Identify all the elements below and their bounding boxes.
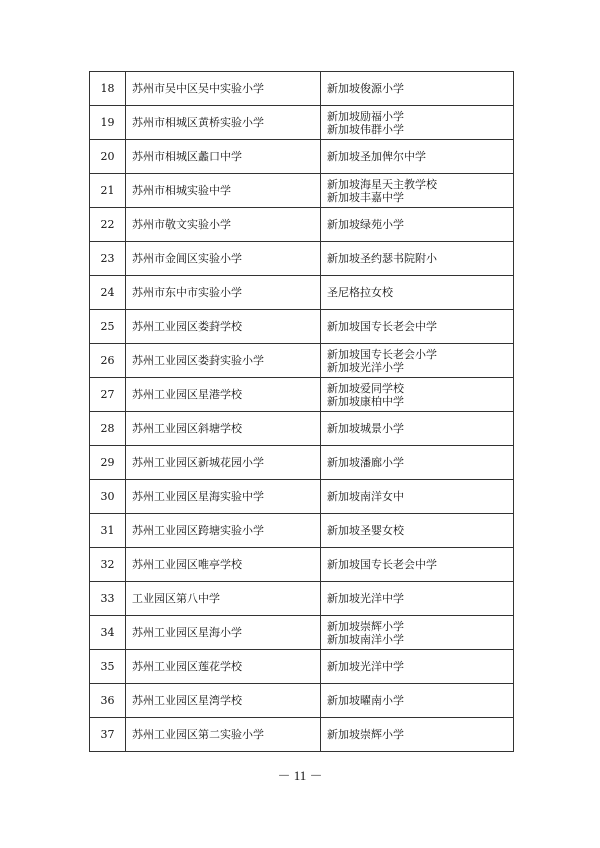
table-row bbox=[90, 480, 514, 514]
singapore-school-name: 新加坡爱同学校 bbox=[327, 381, 404, 395]
singapore-school-name: 新加坡伟群小学 bbox=[327, 122, 404, 136]
suzhou-school-name: 苏州市相城区黄桥实验小学 bbox=[126, 106, 321, 140]
page-number: － 11 － bbox=[277, 768, 323, 783]
suzhou-school-name: 苏州市敬文实验小学 bbox=[126, 208, 321, 242]
table-row bbox=[90, 446, 514, 480]
singapore-school-cell bbox=[321, 514, 514, 548]
singapore-school-cell bbox=[321, 650, 514, 684]
row-number: 35 bbox=[90, 650, 126, 684]
row-number: 18 bbox=[90, 72, 126, 106]
row-number: 21 bbox=[90, 174, 126, 208]
suzhou-school-name: 苏州工业园区莲花学校 bbox=[126, 650, 321, 684]
singapore-school-name: 新加坡潘廊小学 bbox=[327, 456, 404, 469]
singapore-school-name: 新加坡绿苑小学 bbox=[327, 218, 404, 231]
singapore-school-cell bbox=[321, 548, 514, 582]
singapore-school-cell bbox=[321, 242, 514, 276]
singapore-school-cell bbox=[321, 480, 514, 514]
singapore-school-name: 新加坡曜南小学 bbox=[327, 694, 404, 707]
table-row bbox=[90, 344, 514, 378]
suzhou-school-name: 苏州市相城实验中学 bbox=[126, 174, 321, 208]
singapore-school-cell bbox=[321, 582, 514, 616]
table-row bbox=[90, 310, 514, 344]
suzhou-school-name: 工业园区第八中学 bbox=[126, 582, 321, 616]
row-number: 27 bbox=[90, 378, 126, 412]
singapore-school-name: 新加坡崇辉小学 bbox=[327, 728, 404, 741]
table-body bbox=[90, 72, 514, 752]
table-row bbox=[90, 72, 514, 106]
singapore-school-name: 新加坡崇辉小学 bbox=[327, 619, 404, 633]
singapore-school-cell bbox=[321, 616, 514, 650]
singapore-school-name: 新加坡丰嘉中学 bbox=[327, 190, 404, 204]
suzhou-school-name: 苏州工业园区星湾学校 bbox=[126, 684, 321, 718]
singapore-school-cell bbox=[321, 378, 514, 412]
row-number: 32 bbox=[90, 548, 126, 582]
singapore-school-name: 新加坡圣约瑟书院附小 bbox=[327, 252, 437, 265]
row-number: 28 bbox=[90, 412, 126, 446]
row-number: 36 bbox=[90, 684, 126, 718]
table-row bbox=[90, 718, 514, 752]
singapore-school-name: 新加坡康柏中学 bbox=[327, 394, 404, 408]
row-number: 25 bbox=[90, 310, 126, 344]
singapore-school-cell bbox=[321, 174, 514, 208]
singapore-school-name: 新加坡俊源小学 bbox=[327, 82, 404, 95]
table-row bbox=[90, 548, 514, 582]
table-row bbox=[90, 208, 514, 242]
table-row bbox=[90, 616, 514, 650]
table-row bbox=[90, 582, 514, 616]
table-row bbox=[90, 106, 514, 140]
suzhou-school-name: 苏州工业园区跨塘实验小学 bbox=[126, 514, 321, 548]
table-row bbox=[90, 412, 514, 446]
table-row bbox=[90, 174, 514, 208]
suzhou-school-name: 苏州工业园区星港学校 bbox=[126, 378, 321, 412]
singapore-school-cell bbox=[321, 140, 514, 174]
singapore-school-name: 新加坡光洋中学 bbox=[327, 592, 404, 605]
row-number: 20 bbox=[90, 140, 126, 174]
suzhou-school-name: 苏州工业园区娄葑实验小学 bbox=[126, 344, 321, 378]
singapore-school-cell bbox=[321, 718, 514, 752]
singapore-school-cell bbox=[321, 106, 514, 140]
singapore-school-name: 新加坡圣加俾尔中学 bbox=[327, 150, 426, 163]
table-row bbox=[90, 140, 514, 174]
singapore-school-name: 新加坡光洋小学 bbox=[327, 360, 404, 374]
row-number: 29 bbox=[90, 446, 126, 480]
table-row bbox=[90, 242, 514, 276]
suzhou-school-name: 苏州工业园区唯亭学校 bbox=[126, 548, 321, 582]
singapore-school-name: 新加坡国专长老会中学 bbox=[327, 558, 437, 571]
row-number: 22 bbox=[90, 208, 126, 242]
singapore-school-cell bbox=[321, 412, 514, 446]
suzhou-school-name: 苏州市金阊区实验小学 bbox=[126, 242, 321, 276]
singapore-school-name: 新加坡海星天主教学校 bbox=[327, 177, 437, 191]
singapore-school-cell bbox=[321, 208, 514, 242]
partner-schools-table bbox=[89, 71, 514, 752]
suzhou-school-name: 苏州工业园区星海小学 bbox=[126, 616, 321, 650]
suzhou-school-name: 苏州工业园区斜塘学校 bbox=[126, 412, 321, 446]
suzhou-school-name: 苏州工业园区新城花园小学 bbox=[126, 446, 321, 480]
suzhou-school-name: 苏州工业园区第二实验小学 bbox=[126, 718, 321, 752]
table-row bbox=[90, 650, 514, 684]
singapore-school-name: 新加坡国专长老会中学 bbox=[327, 320, 437, 333]
row-number: 24 bbox=[90, 276, 126, 310]
row-number: 30 bbox=[90, 480, 126, 514]
table-row bbox=[90, 378, 514, 412]
singapore-school-name: 新加坡南洋女中 bbox=[327, 490, 404, 503]
suzhou-school-name: 苏州市吴中区吴中实验小学 bbox=[126, 72, 321, 106]
singapore-school-name: 新加坡光洋中学 bbox=[327, 660, 404, 673]
row-number: 31 bbox=[90, 514, 126, 548]
singapore-school-name: 新加坡南洋小学 bbox=[327, 632, 404, 646]
table-row bbox=[90, 276, 514, 310]
singapore-school-name: 新加坡励福小学 bbox=[327, 109, 404, 123]
row-number: 23 bbox=[90, 242, 126, 276]
singapore-school-cell bbox=[321, 684, 514, 718]
singapore-school-cell bbox=[321, 446, 514, 480]
suzhou-school-name: 苏州市东中市实验小学 bbox=[126, 276, 321, 310]
row-number: 33 bbox=[90, 582, 126, 616]
singapore-school-cell bbox=[321, 276, 514, 310]
table-row bbox=[90, 684, 514, 718]
singapore-school-name: 新加坡国专长老会小学 bbox=[327, 347, 437, 361]
suzhou-school-name: 苏州市相城区蠡口中学 bbox=[126, 140, 321, 174]
row-number: 37 bbox=[90, 718, 126, 752]
singapore-school-cell bbox=[321, 72, 514, 106]
singapore-school-cell bbox=[321, 310, 514, 344]
row-number: 26 bbox=[90, 344, 126, 378]
table-row bbox=[90, 514, 514, 548]
suzhou-school-name: 苏州工业园区娄葑学校 bbox=[126, 310, 321, 344]
row-number: 19 bbox=[90, 106, 126, 140]
singapore-school-name: 圣尼格拉女校 bbox=[327, 286, 393, 299]
row-number: 34 bbox=[90, 616, 126, 650]
singapore-school-name: 新加坡圣婴女校 bbox=[327, 524, 404, 537]
singapore-school-name: 新加坡城景小学 bbox=[327, 422, 404, 435]
suzhou-school-name: 苏州工业园区星海实验中学 bbox=[126, 480, 321, 514]
singapore-school-cell bbox=[321, 344, 514, 378]
